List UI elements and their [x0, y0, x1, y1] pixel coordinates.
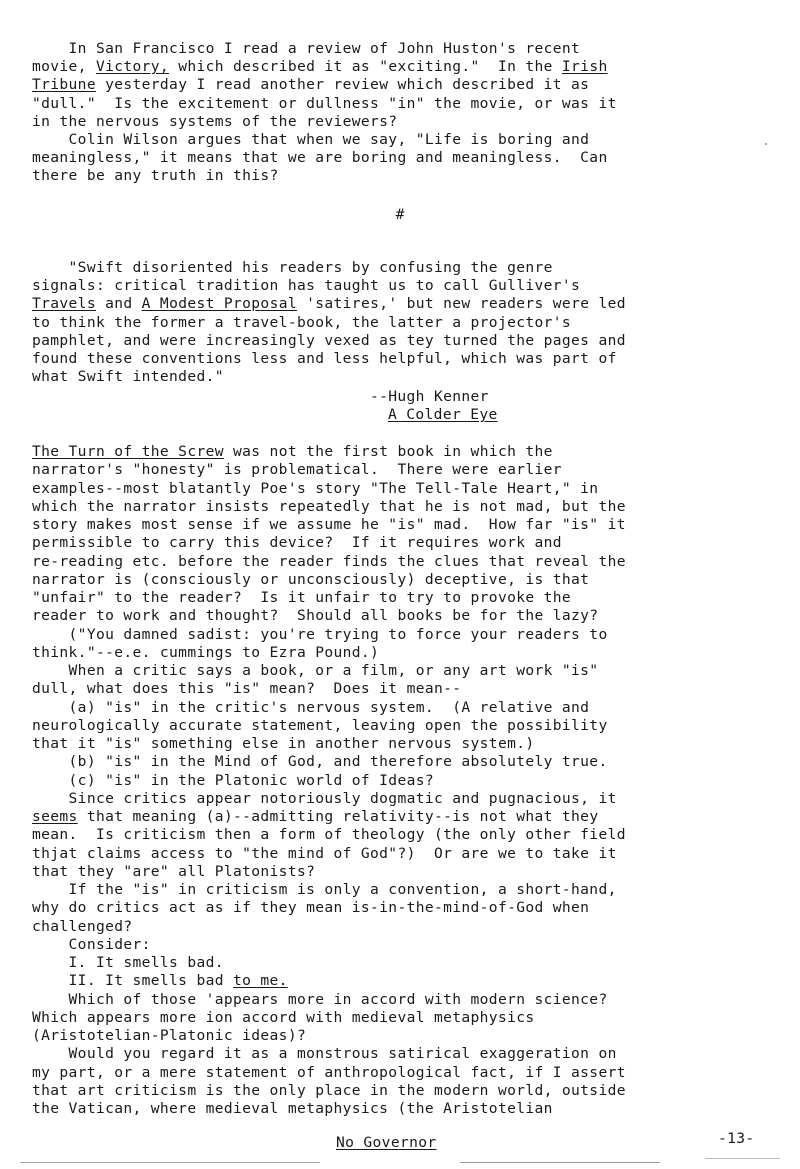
- text-line: there be any truth in this?: [32, 167, 279, 185]
- quote-line: what Swift intended.": [32, 368, 224, 386]
- body-line: II. It smells bad to me.: [32, 972, 288, 990]
- body-line: If the "is" in criticism is only a convention, a short-hand,: [32, 881, 617, 898]
- quote-line: to think the former a travel-book, the latter a projector's: [32, 313, 572, 331]
- text-line: "dull." Is the excitement or dullness "in" the movie, or was it: [32, 94, 617, 112]
- body-line: permissible to carry this device? If it requires work and: [32, 534, 562, 552]
- body-line: think."--e.e. cummings to Ezra Pound.): [32, 643, 380, 661]
- body-line: (a) "is" in the critic's nervous system. (A relative and: [32, 698, 590, 716]
- underlined-title: Irish: [561, 58, 608, 76]
- underlined-title: to me.: [233, 972, 288, 990]
- page-number: -13-: [718, 1130, 755, 1147]
- body-line: When a critic says a book, or a film, or any art work "is": [32, 662, 599, 679]
- body-line: Would you regard it as a monstrous satirical exaggeration on: [32, 1045, 617, 1063]
- underlined-title: A Modest Proposal: [141, 295, 297, 313]
- body-line: ("You damned sadist: you're trying to force your readers to: [32, 625, 608, 643]
- body-line: seems that meaning (a)--admitting relativity--is not what they: [32, 808, 599, 825]
- body-line: story makes most sense if we assume he "is" mad. How far "is" it: [32, 516, 626, 533]
- scan-speck: [765, 143, 767, 145]
- body-line: which the narrator insists repeatedly that he is not mad, but the: [32, 497, 626, 515]
- body-line: examples--most blatantly Poe's story "The Tell-Tale Heart," in: [32, 479, 599, 497]
- body-line: The Turn of the Screw was not the first book in which the: [32, 443, 553, 460]
- text-line: Colin Wilson argues that when we say, "Life is boring and: [32, 131, 590, 148]
- text-line: Tribune yesterday I read another review which described it as: [32, 76, 590, 94]
- body-line: neurologically accurate statement, leaving open the possibility: [32, 716, 608, 734]
- body-line: (Aristotelian-Platonic ideas)?: [32, 1027, 307, 1044]
- body-line: "unfair" to the reader? Is it unfair to try to provoke the: [32, 589, 572, 606]
- text-line: movie, Victory, which described it as "exciting." In the Irish: [32, 58, 608, 76]
- body-line: reader to work and thought? Should all books be for the lazy?: [32, 607, 599, 625]
- text-line: in the nervous systems of the reviewers?: [32, 112, 398, 130]
- body-line: narrator's "honesty" is problematical. There were earlier: [32, 461, 562, 479]
- body-line: (b) "is" in the Mind of God, and therefore absolutely true.: [32, 753, 608, 771]
- body-line: I. It smells bad.: [32, 954, 224, 971]
- body-line: thjat claims access to "the mind of God"?) Or are we to take it: [32, 844, 617, 862]
- footer-rule-right: [460, 1162, 660, 1163]
- underlined-title: Tribune: [32, 76, 96, 94]
- body-line: re-reading etc. before the reader finds the clues that reveal the: [32, 552, 626, 570]
- body-line: Consider:: [32, 935, 151, 953]
- quote-line: pamphlet, and were increasingly vexed as tey turned the pages and: [32, 331, 626, 349]
- body-line: narrator is (consciously or unconsciously) deceptive, is that: [32, 570, 590, 588]
- underlined-title: Travels: [32, 295, 96, 313]
- underlined-title: The Turn of the Screw: [32, 443, 224, 460]
- body-line: mean. Is criticism then a form of theology (the only other field: [32, 826, 626, 844]
- quote-attribution: --Hugh Kenner: [370, 388, 489, 405]
- body-line: dull, what does this "is" mean? Does it mean--: [32, 680, 462, 698]
- section-separator: #: [395, 206, 405, 223]
- footer-rule-left: [20, 1162, 320, 1163]
- body-line: that they "are" all Platonists?: [32, 862, 316, 880]
- underlined-title: Victory,: [95, 58, 170, 76]
- quote-source: A Colder Eye: [388, 406, 498, 423]
- body-line: challenged?: [32, 917, 133, 935]
- text-line: In San Francisco I read a review of John Huston's recent: [32, 40, 581, 57]
- underlined-title: seems: [32, 808, 78, 825]
- quote-line: found these conventions less and less helpful, which was part of: [32, 350, 617, 367]
- footer-rule-page: [705, 1158, 780, 1159]
- body-line: that art criticism is the only place in the modern world, outside: [32, 1081, 626, 1099]
- body-line: Which appears more ion accord with medieval metaphysics: [32, 1008, 535, 1026]
- quote-line: Travels and A Modest Proposal 'satires,' but new readers were led: [32, 295, 626, 313]
- body-line: my part, or a mere statement of anthropological fact, if I assert: [32, 1063, 626, 1081]
- quote-line: "Swift disoriented his readers by confusing the genre: [32, 259, 553, 276]
- body-line: that it "is" something else in another nervous system.): [32, 735, 535, 752]
- body-line: (c) "is" in the Platonic world of Ideas?: [32, 771, 434, 789]
- body-line: why do critics act as if they mean is-in-the-mind-of-God when: [32, 899, 590, 917]
- body-line: Which of those 'appears more in accord with modern science?: [32, 990, 608, 1008]
- body-line: the Vatican, where medieval metaphysics (the Aristotelian: [32, 1100, 553, 1117]
- text-line: meaningless," it means that we are boring and meaningless. Can: [32, 149, 608, 167]
- footer-title: No Governor: [336, 1134, 437, 1151]
- quote-line: signals: critical tradition has taught us to call Gulliver's: [32, 277, 581, 295]
- body-line: Since critics appear notoriously dogmatic and pugnacious, it: [32, 789, 617, 807]
